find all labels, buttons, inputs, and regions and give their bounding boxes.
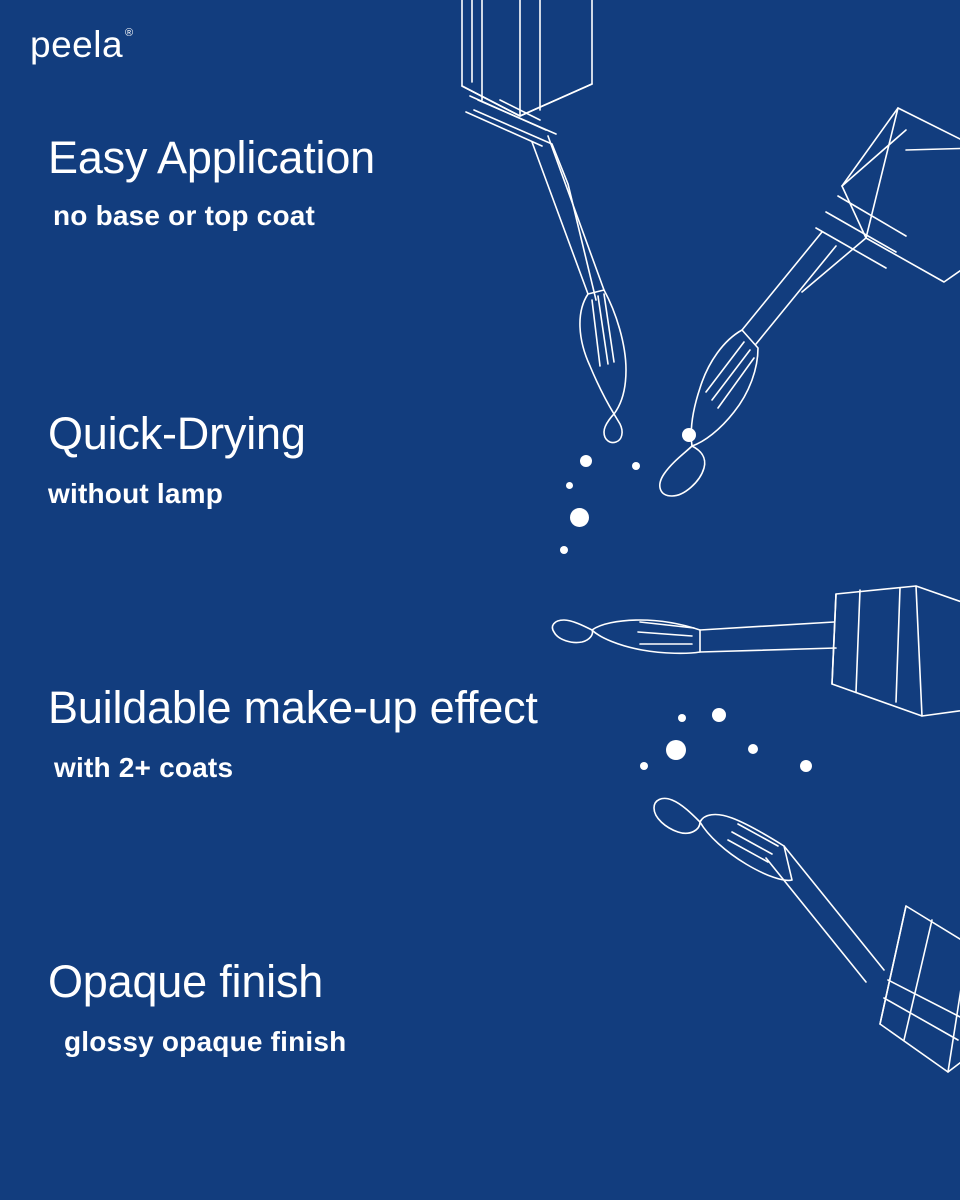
feature-item-buildable-effect bbox=[48, 684, 538, 783]
droplet bbox=[570, 508, 589, 527]
droplet bbox=[682, 428, 696, 442]
droplet bbox=[580, 455, 592, 467]
feature-title: Quick-Drying bbox=[48, 408, 306, 459]
feature-title: Opaque finish bbox=[48, 956, 324, 1007]
droplet bbox=[666, 740, 686, 760]
droplet bbox=[800, 760, 812, 772]
droplet bbox=[640, 762, 648, 770]
droplet bbox=[712, 708, 726, 722]
droplet bbox=[748, 744, 758, 754]
feature-subtitle: with 2+ coats bbox=[54, 752, 234, 784]
feature-subtitle: glossy opaque finish bbox=[64, 1026, 347, 1058]
registered-mark: ® bbox=[125, 27, 134, 39]
droplet bbox=[678, 714, 686, 722]
feature-item-opaque-finish bbox=[48, 958, 346, 1057]
brand-logo bbox=[30, 26, 133, 63]
feature-item-easy-application bbox=[48, 134, 375, 231]
droplet bbox=[632, 462, 640, 470]
feature-subtitle: without lamp bbox=[48, 478, 224, 510]
droplet bbox=[566, 482, 573, 489]
feature-title: Buildable make-up effect bbox=[48, 682, 538, 733]
feature-title: Easy Application bbox=[48, 132, 376, 183]
feature-item-quick-drying bbox=[48, 410, 306, 509]
droplet bbox=[560, 546, 568, 554]
brand-name: peela bbox=[30, 24, 124, 65]
feature-subtitle: no base or top coat bbox=[53, 200, 316, 232]
